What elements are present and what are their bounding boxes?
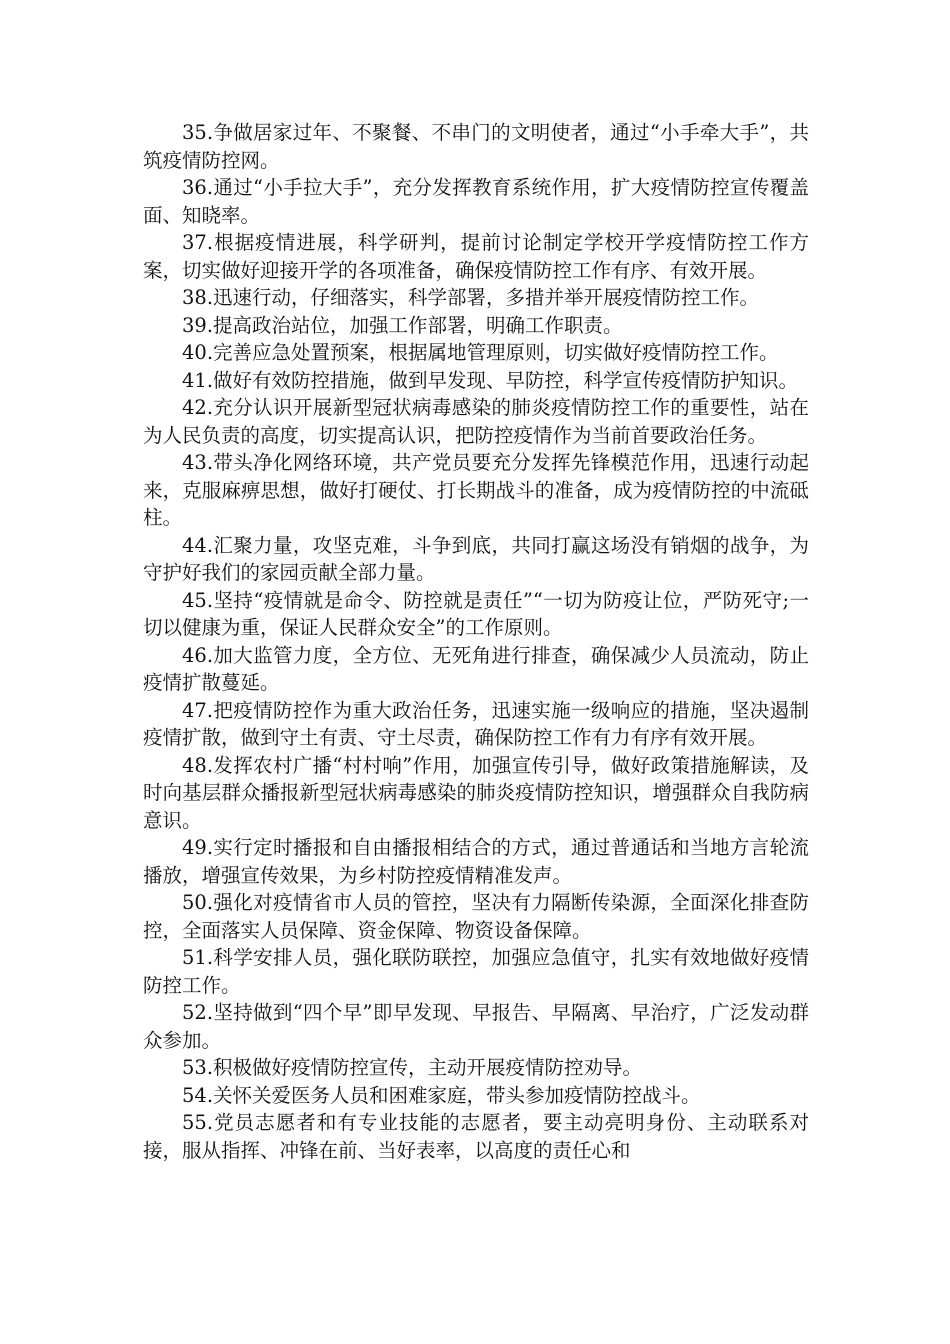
paragraph-37: 37.根据疫情进展，科学研判，提前讨论制定学校开学疫情防控工作方案，切实做好迎接开学的各项准备，确保疫情防控工作有序、有效开展。	[143, 231, 809, 282]
paragraph-40: 40.完善应急处置预案，根据属地管理原则，切实做好疫情防控工作。	[182, 341, 779, 364]
paragraph-47: 47.把疫情防控作为重大政治任务，迅速实施一级响应的措施，坚决遏制疫情扩散，做到守土有责、守土尽责，确保防控工作有力有序有效开展。	[143, 698, 809, 749]
paragraph-36: 36.通过“小手拉大手”，充分发挥教育系统作用，扩大疫情防控宣传覆盖面、知晓率。	[143, 176, 809, 227]
paragraph-53: 53.积极做好疫情防控宣传，主动开展疫情防控劝导。	[182, 1056, 643, 1079]
paragraph-52: 52.坚持做到“四个早”即早发现、早报告、早隔离、早治疗，广泛发动群众参加。	[143, 1001, 809, 1052]
paragraph-41: 41.做好有效防控措施，做到早发现、早防控，科学宣传疫情防护知识。	[182, 368, 799, 392]
paragraph-39: 39.提高政治站位，加强工作部署，明确工作职责。	[182, 313, 623, 337]
paragraph-38: 38.迅速行动，仔细落实，科学部署，多措并举开展疫情防控工作。	[182, 286, 760, 309]
paragraph-45: 45.坚持“疫情就是命令、防控就是责任”“一切为防疫让位，严防死守;一切以健康为重，保证人民群众安全”的工作原则。	[143, 588, 809, 639]
paragraph-43: 43.带头净化网络环境，共产党员要充分发挥先锋模范作用，迅速行动起来，克服麻痹思想，做好打硬仗、打长期战斗的准备，成为疫情防控的中流砥柱。	[143, 451, 809, 529]
paragraph-44: 44.汇聚力量，攻坚克难，斗争到底，共同打赢这场没有销烟的战争，为守护好我们的家园贡献全部力量。	[143, 533, 809, 584]
paragraph-55: 55.党员志愿者和有专业技能的志愿者，要主动亮明身份、主动联系对接，服从指挥、冲锋在前、当好表率，以高度的责任心和	[143, 1111, 809, 1162]
paragraph-48: 48.发挥农村广播“村村响”作用，加强宣传引导，做好政策措施解读，及时向基层群众播报新型冠状病毒感染的肺炎疫情防控知识，增强群众自我防病意识。	[143, 753, 809, 832]
paragraph-50: 50.强化对疫情省市人员的管控，坚决有力隔断传染源，全面深化排查防控，全面落实人员保障、资金保障、物资设备保障。	[143, 891, 809, 942]
paragraph-49: 49.实行定时播报和自由播报相结合的方式，通过普通话和当地方言轮流播放，增强宣传效果，为乡村防控疫情精准发声。	[143, 836, 809, 887]
paragraph-46: 46.加大监管力度，全方位、无死角进行排查，确保减少人员流动，防止疫情扩散蔓延。	[143, 643, 809, 694]
paragraph-54: 54.关怀关爱医务人员和困难家庭，带头参加疫情防控战斗。	[182, 1083, 701, 1107]
document-body	[143, 119, 809, 1164]
paragraph-51: 51.科学安排人员，强化联防联控，加强应急值守，扎实有效地做好疫情防控工作。	[143, 946, 809, 997]
paragraph-35: 35.争做居家过年、不聚餐、不串门的文明使者，通过“小手牵大手”，共筑疫情防控网。	[143, 121, 809, 172]
paragraph-42: 42.充分认识开展新型冠状病毒感染的肺炎疫情防控工作的重要性，站在为人民负责的高度，切实提高认识，把防控疫情作为当前首要政治任务。	[143, 396, 809, 447]
